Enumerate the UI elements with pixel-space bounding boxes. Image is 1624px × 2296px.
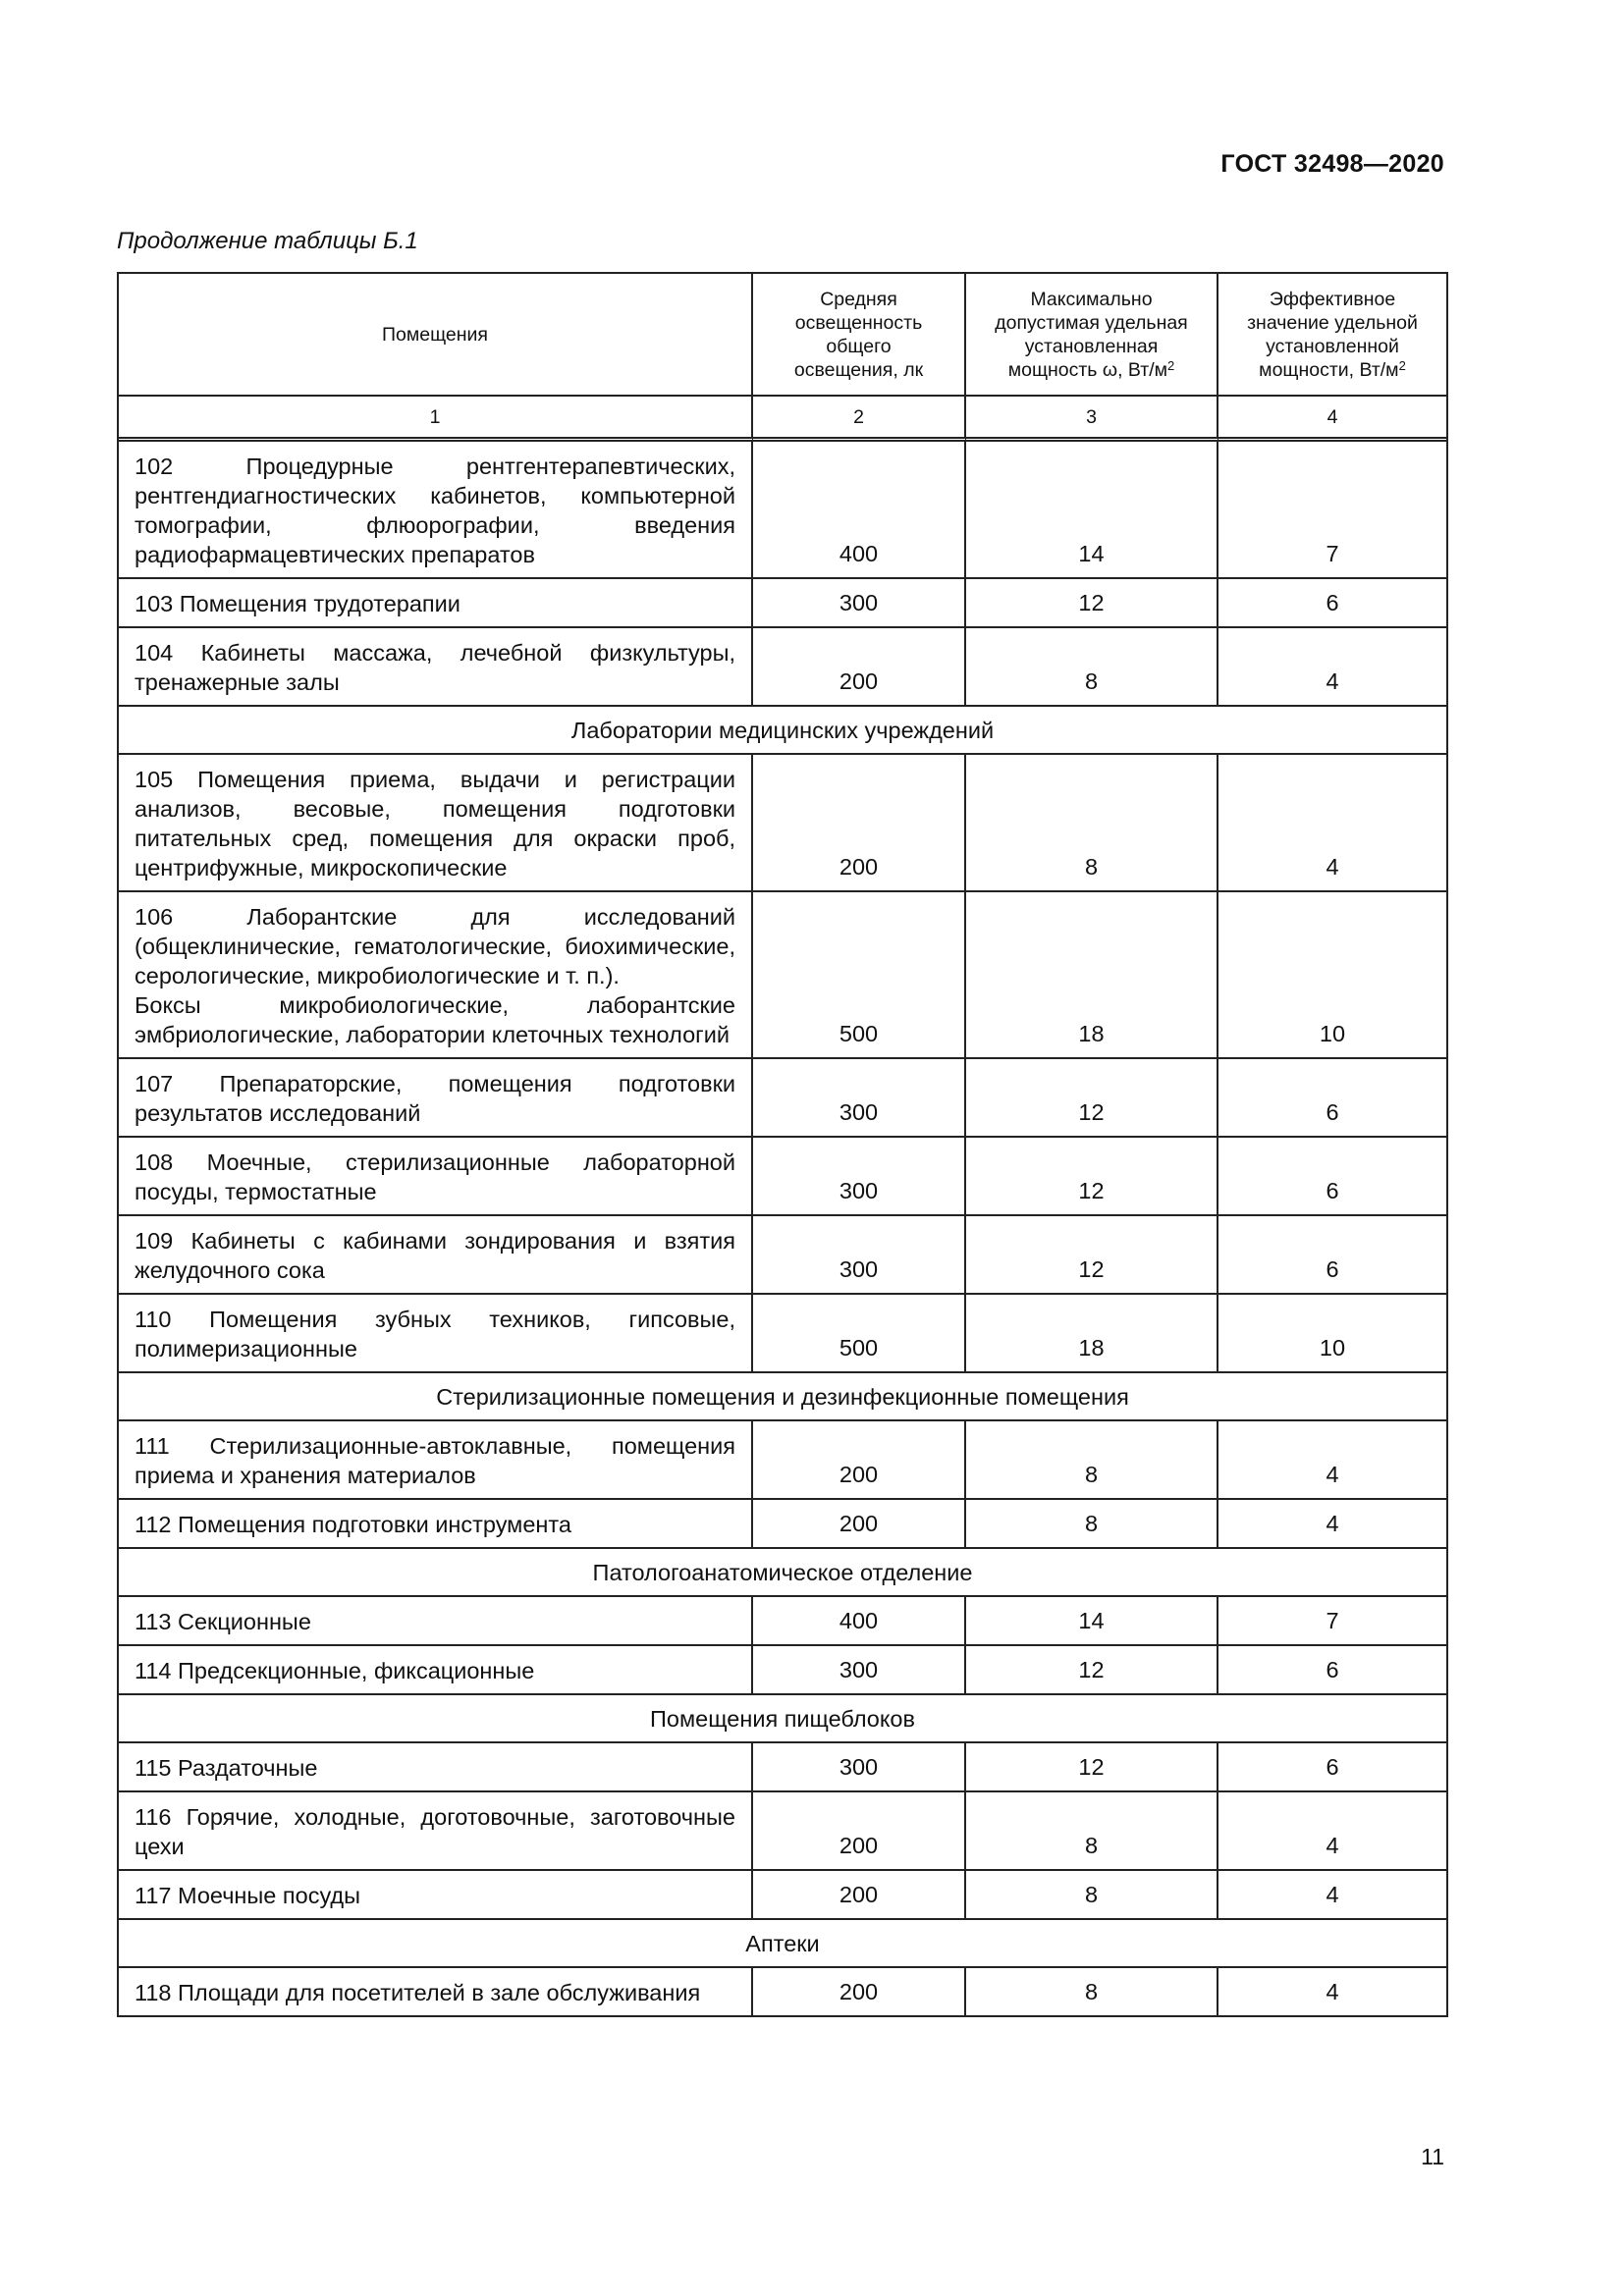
max-power-value: 12 xyxy=(966,1646,1218,1695)
header-effective-power-line: значение удельной xyxy=(1247,311,1418,334)
max-power-value: 8 xyxy=(966,1968,1218,2015)
room-name: 103 Помещения трудотерапии xyxy=(119,579,753,628)
max-power-value: 12 xyxy=(966,1138,1218,1216)
section-title: Лаборатории медицинских учреждений xyxy=(119,707,1446,755)
illuminance-value: 200 xyxy=(753,755,966,892)
effective-power-value: 6 xyxy=(1218,579,1446,628)
illuminance-value: 300 xyxy=(753,1646,966,1695)
header-effective-power xyxy=(1218,274,1446,397)
header-effective-power-line: Эффективное xyxy=(1269,288,1396,310)
illuminance-value: 300 xyxy=(753,1743,966,1792)
max-power-value: 12 xyxy=(966,1216,1218,1295)
illuminance-value: 300 xyxy=(753,1059,966,1138)
effective-power-value: 4 xyxy=(1326,1979,1339,2004)
header-rooms: Помещения xyxy=(119,274,753,397)
table-row xyxy=(119,1792,1446,1871)
illuminance-value: 400 xyxy=(753,442,966,579)
table-row xyxy=(119,1871,1446,1920)
table-row xyxy=(119,1968,1446,2015)
header-max-power-line: установленная xyxy=(1024,335,1159,357)
header-illuminance-line: освещенность xyxy=(794,311,923,334)
room-name: 105 Помещения приема, выдачи и регистрации анализов, весовые, помещения подготовки питательных сред, помещения для окраски проб, центрифужные, микроскопические xyxy=(119,755,753,892)
effective-power-value: 4 xyxy=(1218,1500,1446,1549)
effective-power-value: 4 xyxy=(1218,1792,1446,1871)
max-power-value: 8 xyxy=(966,755,1218,892)
illuminance-value: 500 xyxy=(753,1295,966,1373)
illuminance-value: 200 xyxy=(753,1871,966,1920)
header-effective-power-line xyxy=(1224,358,1440,382)
section-row xyxy=(119,1920,1446,1968)
effective-power-value: 7 xyxy=(1218,1597,1446,1646)
room-name: 109 Кабинеты с кабинами зондирования и взятия желудочного сока xyxy=(119,1216,753,1295)
effective-power-value: 10 xyxy=(1218,1295,1446,1373)
max-power-value: 8 xyxy=(966,1500,1218,1549)
room-name: 115 Раздаточные xyxy=(119,1743,753,1792)
section-title: Патологоанатомическое отделение xyxy=(119,1549,1446,1597)
max-power-value: 18 xyxy=(966,892,1218,1059)
max-power-value: 14 xyxy=(966,442,1218,579)
max-power-value: 8 xyxy=(966,628,1218,707)
max-power-value: 12 xyxy=(966,1743,1218,1792)
table-row xyxy=(119,1421,1446,1500)
header-effective-power-line: установленной xyxy=(1266,335,1399,357)
illuminance-value: 200 xyxy=(753,1421,966,1500)
illuminance-value: 200 xyxy=(753,1500,966,1549)
table-row xyxy=(119,1646,1446,1695)
table-row xyxy=(119,1059,1446,1138)
table-row xyxy=(119,442,1446,579)
column-number: 3 xyxy=(966,397,1218,442)
column-number: 1 xyxy=(119,397,753,442)
table-row xyxy=(119,579,1446,628)
section-title: Помещения пищеблоков xyxy=(119,1695,1446,1743)
header-illuminance-line: общего xyxy=(826,335,892,357)
table-row xyxy=(119,1138,1446,1216)
room-name: 104 Кабинеты массажа, лечебной физкультуры, тренажерные залы xyxy=(119,628,753,707)
illuminance-value: 400 xyxy=(753,1597,966,1646)
header-illuminance-line: освещения, лк xyxy=(793,358,924,381)
unit-superscript: 2 xyxy=(1398,357,1406,373)
room-name: 106 Лаборантские для исследований (общеклинические, гематологические, биохимические, серологические, микробиологические и т. п.). xyxy=(135,904,735,988)
effective-power-value: 6 xyxy=(1218,1216,1446,1295)
effective-power-value: 10 xyxy=(1218,892,1446,1059)
header-max-power-line: допустимая удельная xyxy=(995,311,1188,334)
effective-power-value: 4 xyxy=(1218,1421,1446,1500)
section-title: Аптеки xyxy=(119,1920,1446,1968)
max-power-value: 12 xyxy=(966,1059,1218,1138)
section-row xyxy=(119,1695,1446,1743)
header-illuminance xyxy=(753,274,966,397)
section-row xyxy=(119,1373,1446,1421)
header-illuminance-line: Средняя xyxy=(820,288,897,310)
room-name: 114 Предсекционные, фиксационные xyxy=(119,1646,753,1695)
header-row xyxy=(119,274,1446,397)
illuminance-value: 300 xyxy=(753,579,966,628)
header-max-power xyxy=(966,274,1218,397)
section-title: Стерилизационные помещения и дезинфекционные помещения xyxy=(119,1373,1446,1421)
effective-power-value: 6 xyxy=(1218,1059,1446,1138)
illuminance-value: 500 xyxy=(753,892,966,1059)
header-max-power-unit: мощность ω, Вт/м xyxy=(1007,358,1168,381)
max-power-value: 18 xyxy=(966,1295,1218,1373)
table-row xyxy=(119,1216,1446,1295)
room-name: 102 Процедурные рентгентерапевтических, рентгендиагностических кабинетов, компьютерной томографии, флюорографии, введения радиофармацевтических препаратов xyxy=(119,442,753,579)
room-name-continuation: Боксы микробиологические, лаборантские эмбриологические, лаборатории клеточных технологий xyxy=(135,992,735,1047)
document-id: ГОСТ 32498—2020 xyxy=(1220,150,1444,178)
room-name: 112 Помещения подготовки инструмента xyxy=(119,1500,753,1549)
lighting-table xyxy=(117,272,1448,2017)
table-row xyxy=(119,1500,1446,1549)
max-power-value: 12 xyxy=(966,579,1218,628)
room-name: 107 Препараторские, помещения подготовки результатов исследований xyxy=(119,1059,753,1138)
table-row xyxy=(119,1597,1446,1646)
table-row xyxy=(119,755,1446,892)
effective-power-value: 4 xyxy=(1218,628,1446,707)
illuminance-value: 300 xyxy=(753,1138,966,1216)
max-power-value: 8 xyxy=(966,1871,1218,1920)
effective-power-value: 6 xyxy=(1218,1138,1446,1216)
header-max-power-line: Максимально xyxy=(1030,288,1153,310)
unit-superscript: 2 xyxy=(1167,357,1175,373)
column-number: 2 xyxy=(753,397,966,442)
room-name: 111 Стерилизационные-автоклавные, помещения приема и хранения материалов xyxy=(119,1421,753,1500)
column-number-row xyxy=(119,397,1446,442)
section-row xyxy=(119,707,1446,755)
effective-power-value: 4 xyxy=(1218,1871,1446,1920)
illuminance-value: 200 xyxy=(753,1792,966,1871)
effective-power-value: 4 xyxy=(1218,755,1446,892)
header-effective-power-unit: мощности, Вт/м xyxy=(1259,358,1399,381)
effective-power-value: 6 xyxy=(1218,1743,1446,1792)
room-name: 108 Моечные, стерилизационные лабораторной посуды, термостатные xyxy=(119,1138,753,1216)
table-row xyxy=(119,892,1446,1059)
effective-power-value: 7 xyxy=(1218,442,1446,579)
illuminance-value: 200 xyxy=(753,628,966,707)
room-name: 117 Моечные посуды xyxy=(119,1871,753,1920)
page-number: 11 xyxy=(1421,2144,1444,2169)
max-power-value: 8 xyxy=(966,1421,1218,1500)
room-name-cell xyxy=(119,892,753,1059)
illuminance-value: 300 xyxy=(753,1216,966,1295)
max-power-value: 8 xyxy=(966,1792,1218,1871)
table-row xyxy=(119,628,1446,707)
room-name: 116 Горячие, холодные, доготовочные, заготовочные цехи xyxy=(119,1792,753,1871)
column-number: 4 xyxy=(1218,397,1446,442)
table-caption: Продолжение таблицы Б.1 xyxy=(117,228,418,254)
section-row xyxy=(119,1549,1446,1597)
table-row xyxy=(119,1295,1446,1373)
room-name: 110 Помещения зубных техников, гипсовые, полимеризационные xyxy=(119,1295,753,1373)
room-name: 118 Площади для посетителей в зале обслуживания xyxy=(119,1968,753,2015)
table-row xyxy=(119,1743,1446,1792)
room-name: 113 Секционные xyxy=(119,1597,753,1646)
max-power-value: 14 xyxy=(966,1597,1218,1646)
effective-power-value: 6 xyxy=(1218,1646,1446,1695)
illuminance-value: 200 xyxy=(753,1968,966,2015)
header-max-power-line xyxy=(972,358,1211,382)
